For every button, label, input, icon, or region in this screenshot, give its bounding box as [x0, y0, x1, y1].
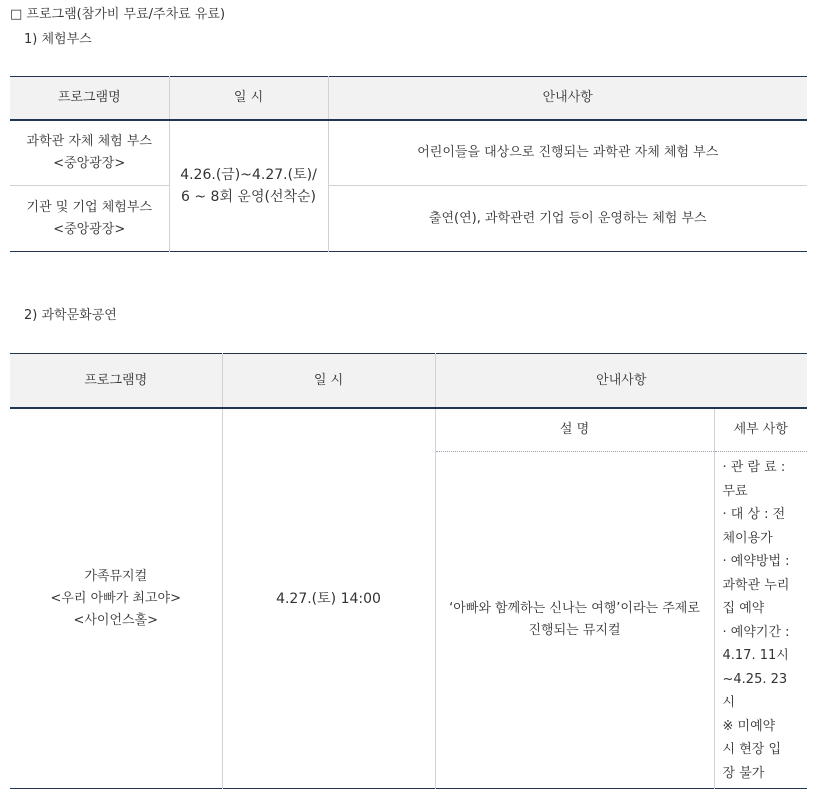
program-name-cell	[10, 120, 169, 186]
header-program-name: 프로그램명	[10, 77, 169, 121]
detail-line: 무료	[722, 483, 748, 499]
program-location: <중앙광장>	[53, 156, 126, 171]
schedule-dates: 4.26.(금)~4.27.(토)/	[180, 167, 317, 183]
detail-line: · 관 람 료 :	[722, 460, 786, 475]
description-line: ‘아빠와 함께하는 신나는 여행’이라는 주제로	[449, 601, 700, 616]
program-name-cell	[10, 186, 169, 252]
info-cell: 출연(연), 과학관련 기업 등이 운영하는 체험 부스	[328, 186, 807, 252]
booth-table	[10, 76, 807, 252]
subheader-details: 세부 사항	[714, 408, 807, 452]
section1-title: 1) 체험부스	[24, 32, 92, 47]
program-location: <사이언스홀>	[73, 612, 159, 628]
program-name: 과학관 자체 체험 부스	[26, 134, 152, 149]
detail-line: 장 불가	[722, 765, 765, 781]
table-header-row	[10, 354, 807, 409]
schedule-cell	[169, 120, 328, 252]
table-row	[10, 408, 807, 452]
table-row	[10, 186, 807, 252]
details-cell	[714, 452, 807, 789]
section2-title: 2) 과학문화공연	[24, 308, 117, 323]
detail-line: · 예약기간 :	[722, 624, 790, 640]
header-program-name: 프로그램명	[10, 354, 222, 409]
detail-line: ※ 미예약	[722, 718, 776, 734]
header-info: 안내사항	[328, 77, 807, 121]
program-location: <중앙광장>	[53, 221, 126, 237]
header-datetime: 일 시	[169, 77, 328, 121]
info-cell: 어린이들을 대상으로 진행되는 과학관 자체 체험 부스	[328, 120, 807, 186]
table-row	[10, 120, 807, 186]
detail-line: 체이용가	[722, 530, 773, 546]
table-header-row	[10, 77, 807, 121]
page-heading: □ 프로그램(참가비 무료/주차료 유료)	[10, 7, 226, 22]
header-info: 안내사항	[435, 354, 807, 409]
detail-line: 4.17. 11시	[722, 648, 789, 663]
schedule-cell: 4.27.(토) 14:00	[222, 408, 435, 789]
description-cell	[435, 452, 714, 789]
detail-line: 과학관 누리	[722, 577, 790, 593]
description-line: 진행되는 뮤지컬	[528, 623, 621, 638]
program-name-cell	[10, 408, 222, 789]
program-name: 가족뮤지컬	[84, 568, 148, 584]
performance-table	[10, 353, 807, 789]
detail-line: · 예약방법 :	[722, 554, 790, 569]
detail-line: 시 현장 입	[722, 742, 781, 757]
detail-line: 집 예약	[722, 601, 765, 616]
detail-line: · 대 상 : 전	[722, 507, 786, 522]
schedule-runs: 6 ~ 8회 운영(선착순)	[181, 189, 316, 205]
detail-line: 시	[722, 695, 736, 710]
program-name: 기관 및 기업 체험부스	[26, 199, 152, 215]
header-datetime: 일 시	[222, 354, 435, 409]
subheader-description: 설 명	[435, 408, 714, 452]
program-title: <우리 아빠가 최고야>	[50, 590, 181, 606]
detail-line: ~4.25. 23	[722, 671, 788, 687]
